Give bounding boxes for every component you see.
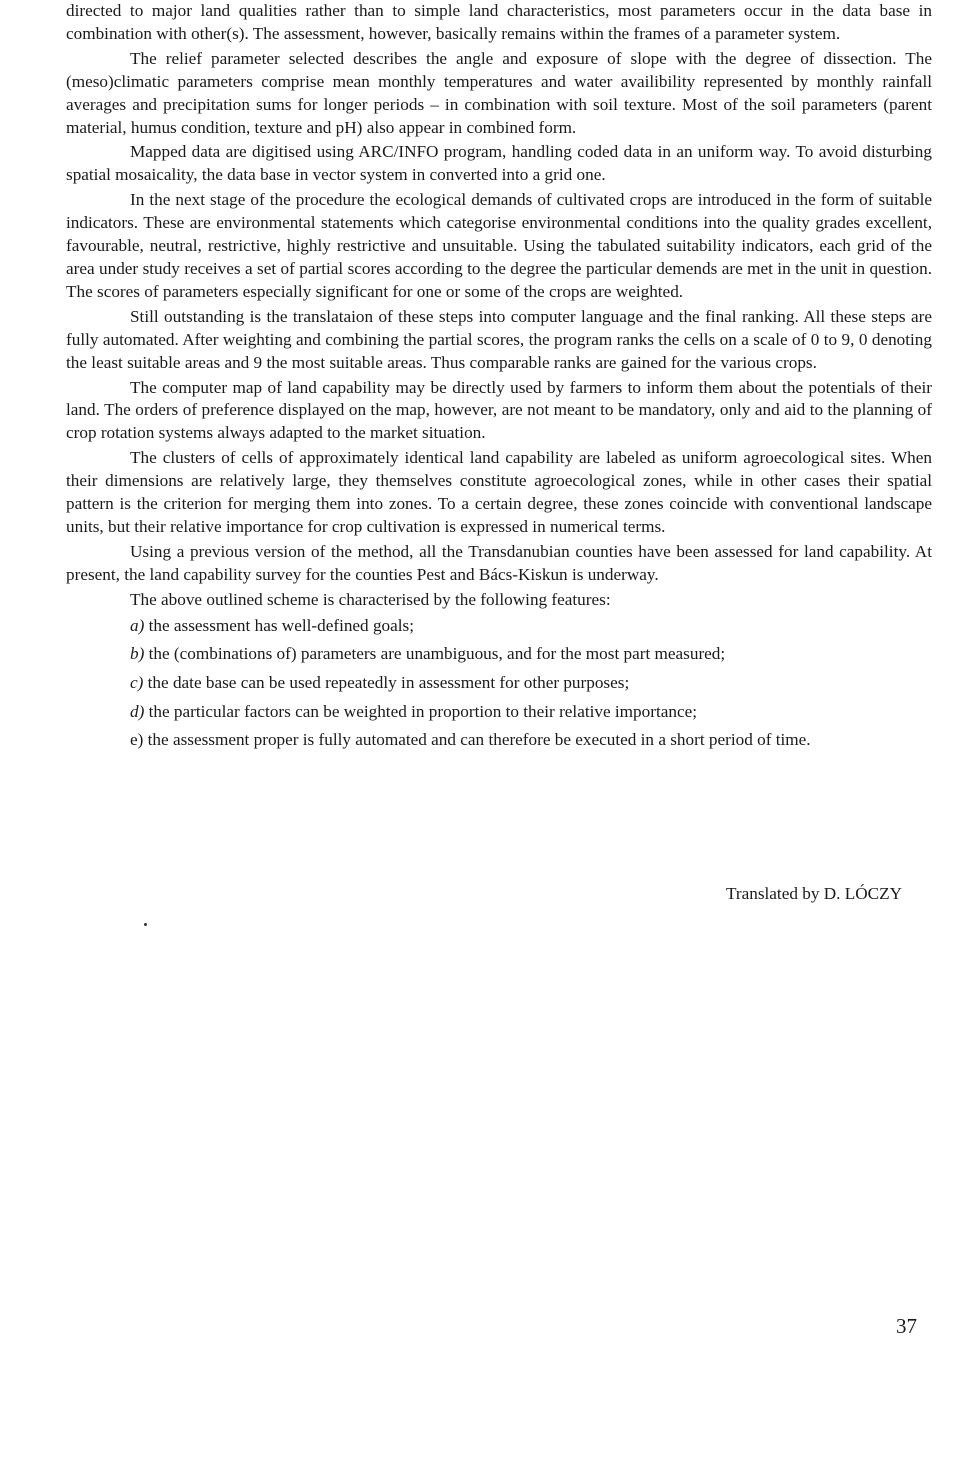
paragraph-6: The computer map of land capability may be directly used by farmers to inform them about the potentials of their land. The orders of preference displayed on the map, however, are not meant to be mandatory, only and aid to the planning of crop rotation systems always adapted to the market situation.	[66, 377, 932, 443]
list-item	[66, 726, 932, 755]
translator-credit: Translated by D. LÓCZY	[726, 884, 903, 903]
list-item	[66, 698, 932, 727]
page-number: 37	[896, 1314, 917, 1338]
paragraph-4: In the next stage of the procedure the ecological demands of cultivated crops are introduced in the form of suitable indicators. These are environmental statements which categorise environmental conditions into the quality grades excellent, favourable, neutral, restrictive, highly restrictive and unsuitable. Using the tabulated suitability indicators, each grid of the area under study receives a set of partial scores according to the degree the particular demends are met in the unit in question. The scores of parameters especially significant for one or some of the crops are weighted.	[66, 190, 932, 301]
list-text: the date base can be used repeatedly in assessment for other purposes;	[147, 672, 630, 692]
features-list	[66, 612, 932, 756]
paragraph-3: Mapped data are digitised using ARC/INFO program, handling coded data in an uniform way. To avoid disturbing spatial mosaicality, the data base in vector system in converted into a grid one.	[66, 142, 932, 185]
list-marker: e)	[130, 730, 144, 750]
paragraph-8: Using a previous version of the method, all the Transdanubian counties have been assessed for land capability. At present, the land capability survey for the counties Pest and Bács-Kiskun is underway.	[66, 541, 932, 584]
list-marker: c)	[130, 672, 144, 692]
list-text: the assessment has well-defined goals;	[148, 615, 415, 635]
paragraph-7: The clusters of cells of approximately identical land capability are labeled as uniform agroecological sites. When their dimensions are relatively large, they themselves constitute agroecological zones, while in other cases their spatial pattern is the criterion for merging them into zones. To a certain degree, these zones coincide with conventional landscape units, but their relative importance for crop cultivation is expressed in numerical terms.	[66, 448, 932, 536]
list-text: the particular factors can be weighted in proportion to their relative importance;	[148, 701, 697, 721]
paragraph-9: The above outlined scheme is characterised by the following features:	[130, 589, 611, 609]
list-text: the (combinations of) parameters are unambiguous, and for the most part measured;	[148, 644, 726, 664]
article-body	[66, 0, 932, 755]
list-item	[66, 612, 932, 641]
list-item	[66, 669, 932, 698]
list-marker: a)	[130, 615, 145, 635]
list-item	[66, 640, 932, 669]
list-marker: b)	[130, 644, 145, 664]
list-text: the assessment proper is fully automated and can therefore be executed in a short period of time.	[147, 730, 811, 750]
scan-speck	[144, 923, 147, 926]
paragraph-5: Still outstanding is the translataion of these steps into computer language and the final ranking. All these steps are fully automated. After weighting and combining the partial scores, the program ranks the cells on a scale of 0 to 9, 0 denoting the least suitable areas and 9 the most suitable areas. Thus comparable ranks are gained for the various crops.	[66, 306, 932, 372]
paragraph-2: The relief parameter selected describes the angle and exposure of slope with the degree of dissection. The (meso)climatic parameters comprise mean monthly temperatures and water availibility represented by monthly rainfall averages and precipitation sums for longer periods – in combination with soil texture. Most of the soil parameters (parent material, humus condition, texture and pH) also appear in combined form.	[66, 48, 932, 137]
paragraph-1: directed to major land qualities rather than to simple land characteristics, most parameters occur in the data base in combination with other(s). The assessment, however, basically remains within the frames of a parameter system.	[66, 1, 932, 43]
list-marker: d)	[130, 701, 145, 721]
